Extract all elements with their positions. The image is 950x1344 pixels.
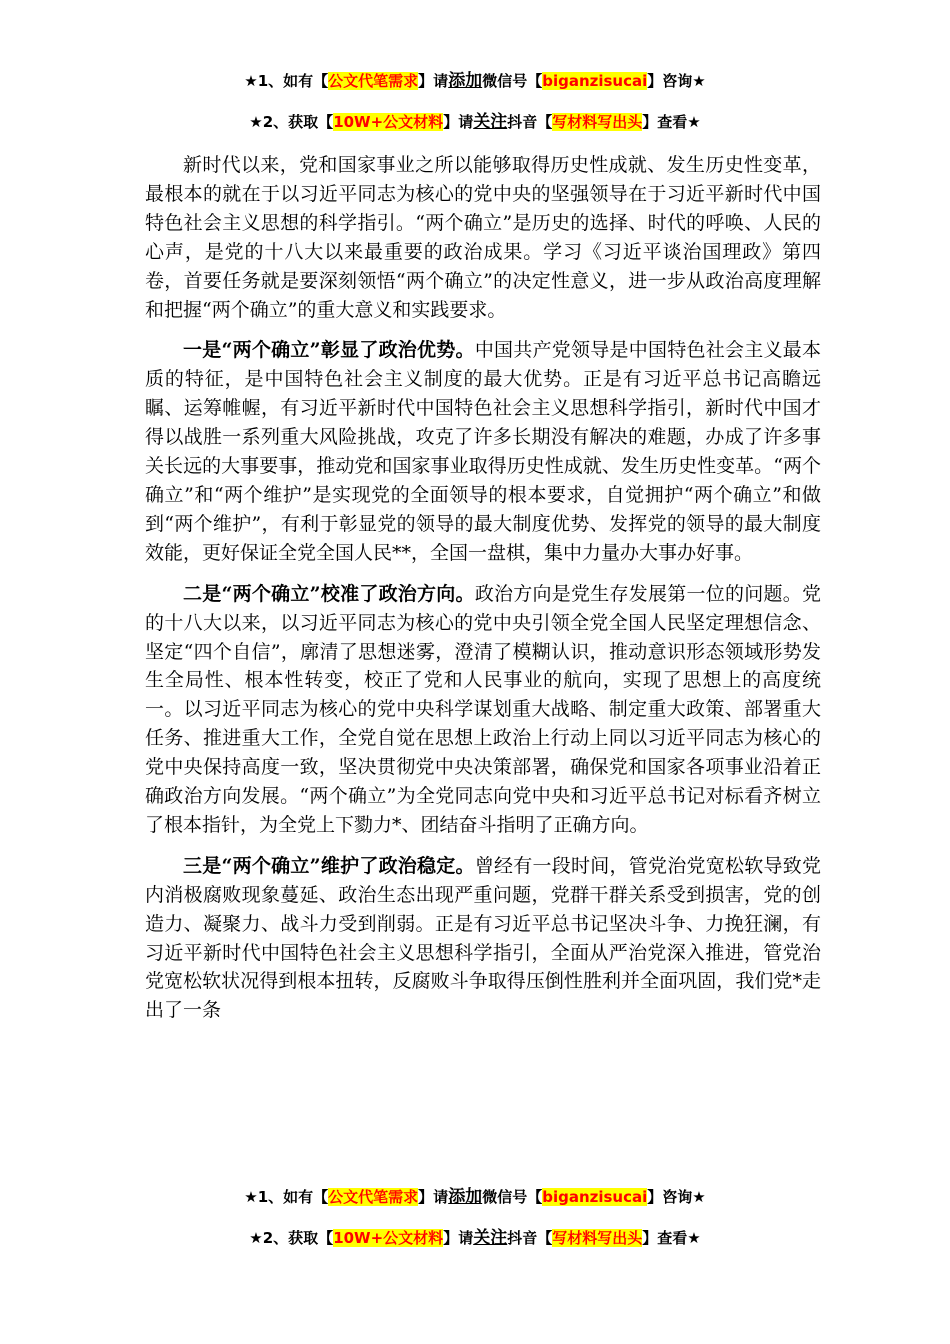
paragraph-lead: 一是“两个确立”彰显了政治优势。 bbox=[183, 339, 475, 362]
banner-emphasis: 关注 bbox=[473, 1228, 508, 1248]
banner-emphasis: 添加 bbox=[448, 71, 483, 91]
footer-banner-2 bbox=[0, 1227, 950, 1249]
banner-text: 】请 bbox=[418, 1188, 449, 1206]
banner-suffix: 】咨询★ bbox=[647, 72, 706, 90]
highlight-douyin-account: 写材料写出头 bbox=[552, 1229, 643, 1247]
paragraph-lead: 三是“两个确立”维护了政治稳定。 bbox=[183, 854, 475, 877]
banner-prefix: ★2、获取【 bbox=[249, 1229, 334, 1247]
highlight-materials: 10W+公文材料 bbox=[333, 113, 444, 131]
highlight-materials: 10W+公文材料 bbox=[333, 1229, 444, 1247]
highlight-ghostwriting: 公文代笔需求 bbox=[328, 1188, 419, 1206]
banner-suffix: 】查看★ bbox=[642, 1229, 701, 1247]
banner-emphasis: 添加 bbox=[448, 1187, 483, 1207]
highlight-douyin-account: 写材料写出头 bbox=[552, 113, 643, 131]
paragraph-lead: 二是“两个确立”校准了政治方向。 bbox=[183, 582, 475, 605]
banner-text: 抖音【 bbox=[507, 113, 553, 131]
paragraph-point-1 bbox=[145, 336, 821, 567]
banner-text: 微信号【 bbox=[482, 72, 543, 90]
highlight-wechat-id: biganzisucai bbox=[542, 1188, 648, 1206]
banner-prefix: ★1、如有【 bbox=[244, 72, 329, 90]
banner-prefix: ★2、获取【 bbox=[249, 113, 334, 131]
banner-text: 】请 bbox=[443, 1229, 474, 1247]
header-banner-1 bbox=[0, 70, 950, 92]
banner-text: 微信号【 bbox=[482, 1188, 543, 1206]
paragraph-text: 曾经有一段时间，管党治党宽松软导致党内消极腐败现象蔓延、政治生态出现严重问题，党群干群关系受到损害，党的创造力、凝聚力、战斗力受到削弱。正是有习近平总书记坚决斗争、力挽狂澜，有习近平新时代中国特色社会主义思想科学指引，全面从严治党深入推进，管党治党宽松软状况得到根本扭转，反腐败斗争取得压倒性胜利并全面巩固，我们党*走出了一条 bbox=[145, 854, 821, 1022]
banner-text: 】请 bbox=[443, 113, 474, 131]
document-body bbox=[145, 151, 821, 1037]
paragraph-text: 政治方向是党生存发展第一位的问题。党的十八大以来，以习近平同志为核心的党中央引领全党全国人民坚定理想信念、坚定“四个自信”，廓清了思想迷雾，澄清了模糊认识，推动意识形态领域形势发生全局性、根本性转变，校正了党和人民事业的航向，实现了思想上的高度统一。以习近平同志为核心的党中央科学谋划重大战略、制定重大政策、部署重大任务、推进重大工作，全党自觉在思想上政治上行动上同以习近平同志为核心的党中央保持高度一致，坚决贯彻党中央决策部署，确保党和国家各项事业沿着正确政治方向发展。“两个确立”为全党同志向党中央和习近平总书记对标看齐树立了根本指针，为全党上下勠力*、团结奋斗指明了正确方向。 bbox=[145, 582, 821, 836]
paragraph-text: 新时代以来，党和国家事业之所以能够取得历史性成就、发生历史性变革，最根本的就在于以习近平同志为核心的党中央的坚强领导在于习近平新时代中国特色社会主义思想的科学指引。“两个确立”是历史的选择、时代的呼唤、人民的心声，是党的十八大以来最重要的政治成果。学习《习近平谈治国理政》第四卷，首要任务就是要深刻领悟“两个确立”的决定性意义，进一步从政治高度理解和把握“两个确立”的重大意义和实践要求。 bbox=[145, 154, 821, 321]
highlight-wechat-id: biganzisucai bbox=[542, 72, 648, 90]
paragraph-text: 中国共产党领导是中国特色社会主义最本质的特征，是中国特色社会主义制度的最大优势。正是有习近平总书记高瞻远瞩、运筹帷幄，有习近平新时代中国特色社会主义思想科学指引，新时代中国才得以战胜一系列重大风险挑战，攻克了许多长期没有解决的难题，办成了许多事关长远的大事要事，推动党和国家事业取得历史性成就、发生历史性变革。“两个确立”和“两个维护”是实现党的全面领导的根本要求，自觉拥护“两个确立”和做到“两个维护”，有利于彰显党的领导的最大制度优势、发挥党的领导的最大制度效能，更好保证全党全国人民**，全国一盘棋，集中力量办大事办好事。 bbox=[145, 339, 821, 564]
header-banner-2 bbox=[0, 111, 950, 133]
banner-emphasis: 关注 bbox=[473, 112, 508, 132]
banner-text: 抖音【 bbox=[507, 1229, 553, 1247]
paragraph-point-3 bbox=[145, 852, 821, 1025]
banner-text: 】请 bbox=[418, 72, 449, 90]
highlight-ghostwriting: 公文代笔需求 bbox=[328, 72, 419, 90]
banner-suffix: 】咨询★ bbox=[647, 1188, 706, 1206]
paragraph-point-2 bbox=[145, 580, 821, 840]
footer-banner-1 bbox=[0, 1186, 950, 1208]
banner-prefix: ★1、如有【 bbox=[244, 1188, 329, 1206]
banner-suffix: 】查看★ bbox=[642, 113, 701, 131]
paragraph-intro bbox=[145, 151, 821, 324]
